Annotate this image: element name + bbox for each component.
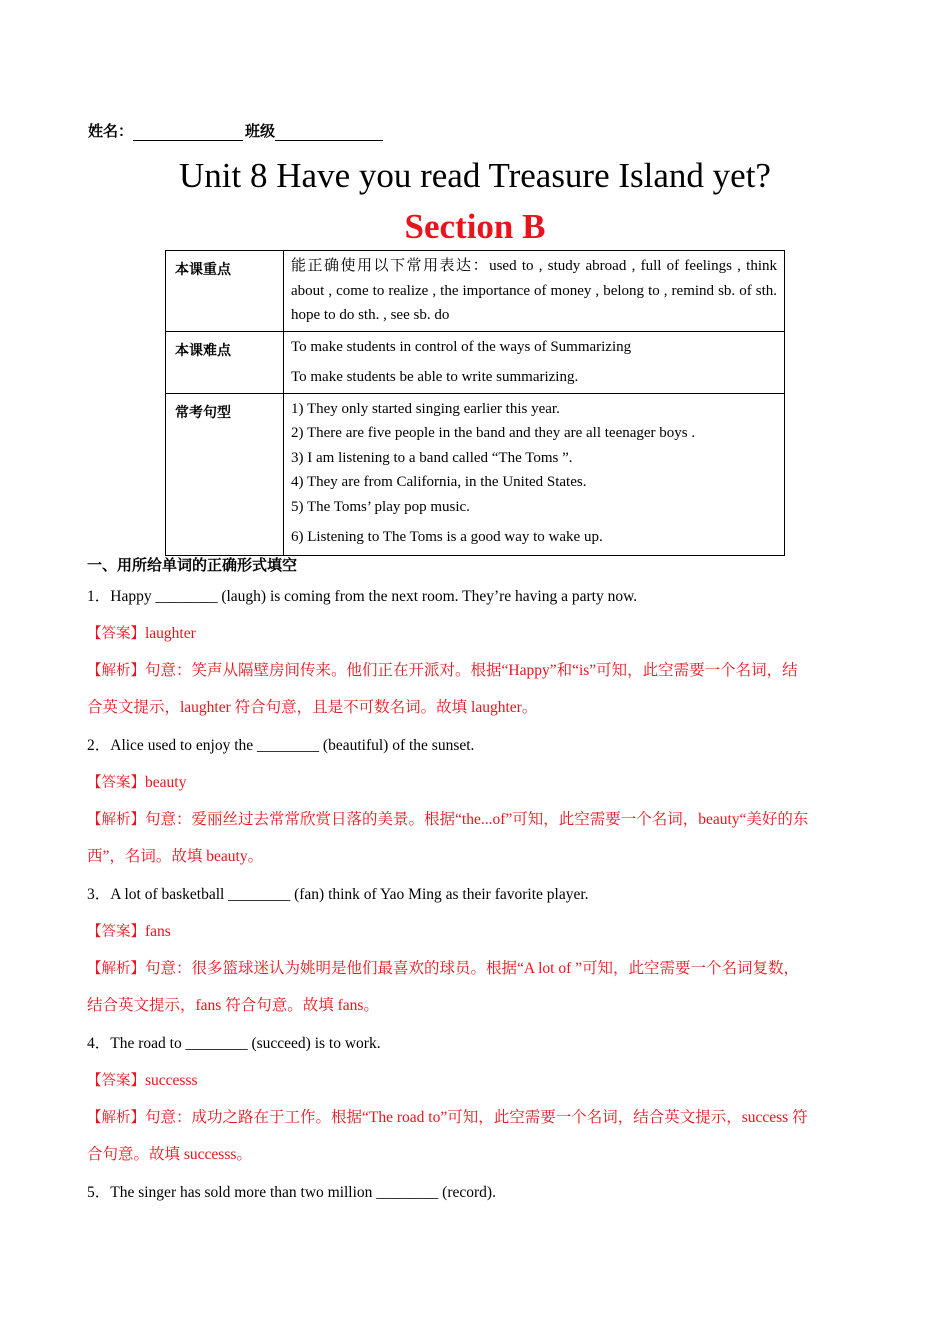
difficulty-line: To make students in control of the ways of Summarizing xyxy=(291,338,632,355)
sentence-pattern: 4) They are from California, in the United States. xyxy=(291,474,587,490)
analysis-2 xyxy=(87,801,865,839)
sentence-pattern: 1) They only started singing earlier this year. xyxy=(291,400,560,417)
analysis-text: 句意：成功之路在于工作。根据“The road to”可知，此空需要一个名词，结合英文提示，success 符 xyxy=(145,1109,808,1126)
sentence-pattern: 3) I am listening to a band called “The Toms ”. xyxy=(291,449,573,466)
question-4: 4．The road to ________ (succeed) is to work. xyxy=(87,1035,381,1052)
sentence-pattern: 2) There are five people in the band and they are all teenager boys . xyxy=(291,425,696,441)
name-label: 姓名： xyxy=(88,122,134,140)
sentence-pattern: 5) The Toms’ play pop music. xyxy=(291,498,470,515)
analysis-tag: 【解析】 xyxy=(87,1110,145,1126)
difficulty-line: To make students be able to write summarizing. xyxy=(291,369,579,385)
answer-text: successs xyxy=(145,1072,198,1089)
lesson-info-table xyxy=(165,250,785,556)
analysis-tag: 【解析】 xyxy=(87,961,145,977)
key-points-text: 能正确使用以下常用表达：used to , study abroad , full of feelings , think about , come to realize , the importance of money , belong to , remind sb. of sth. hope to do sth. , see sb. do xyxy=(291,258,777,323)
sentence-pattern: 6) Listening to The Toms is a good way to wake up. xyxy=(291,529,603,545)
class-label: 班级 xyxy=(245,122,276,140)
analysis-2-cont: 西”，名词。故填 beauty。 xyxy=(87,848,264,865)
analysis-3 xyxy=(87,950,865,988)
key-points-content xyxy=(284,251,785,332)
table-row xyxy=(166,331,785,393)
analysis-tag: 【解析】 xyxy=(87,663,145,679)
analysis-4-cont: 合句意。故填 successs。 xyxy=(87,1146,252,1163)
analysis-text: 句意：爱丽丝过去常常欣赏日落的美景。根据“the...of”可知，此空需要一个名词，beauty“美好的东 xyxy=(145,811,809,828)
answer-text: fans xyxy=(145,923,171,940)
question-5: 5．The singer has sold more than two million ________ (record). xyxy=(87,1184,496,1201)
name-class-line xyxy=(88,120,383,141)
table-row xyxy=(166,393,785,555)
question-1: 1．Happy ________ (laugh) is coming from the next room. They’re having a party now. xyxy=(87,588,638,605)
analysis-tag: 【解析】 xyxy=(87,812,145,828)
row-label-key-points: 本课重点 xyxy=(166,251,284,332)
answer-tag: 【答案】 xyxy=(87,1073,145,1089)
analysis-1 xyxy=(87,652,865,690)
answer-2 xyxy=(87,764,865,802)
difficulties-content xyxy=(284,331,785,393)
row-label-difficulties: 本课难点 xyxy=(166,331,284,393)
row-label-sentence-patterns: 常考句型 xyxy=(166,393,284,555)
page-title: Unit 8 Have you read Treasure Island yet? xyxy=(179,156,771,195)
answer-3 xyxy=(87,913,865,951)
name-blank[interactable] xyxy=(133,124,243,141)
answer-4 xyxy=(87,1062,865,1100)
exercise-section-title: 一、用所给单词的正确形式填空 xyxy=(87,556,298,574)
answer-text: laughter xyxy=(145,625,196,642)
analysis-1-cont: 合英文提示，laughter 符合句意，且是不可数名词。故填 laughter。 xyxy=(87,699,538,716)
question-3: 3．A lot of basketball ________ (fan) think of Yao Ming as their favorite player. xyxy=(87,886,589,903)
answer-tag: 【答案】 xyxy=(87,626,145,642)
table-row xyxy=(166,251,785,332)
answer-1 xyxy=(87,615,865,653)
analysis-3-cont: 结合英文提示，fans 符合句意。故填 fans。 xyxy=(87,997,379,1014)
answer-tag: 【答案】 xyxy=(87,775,145,791)
analysis-4 xyxy=(87,1099,865,1137)
section-subtitle: Section B xyxy=(404,207,546,246)
class-blank[interactable] xyxy=(275,124,383,141)
question-2: 2．Alice used to enjoy the ________ (beautiful) of the sunset. xyxy=(87,737,475,754)
answer-tag: 【答案】 xyxy=(87,924,145,940)
analysis-text: 句意：笑声从隔壁房间传来。他们正在开派对。根据“Happy”和“is”可知，此空需要一个名词，结 xyxy=(145,662,798,679)
sentence-patterns-content xyxy=(284,393,785,555)
answer-text: beauty xyxy=(145,774,187,791)
analysis-text: 句意：很多篮球迷认为姚明是他们最喜欢的球员。根据“A lot of ”可知，此空需要一个名词复数， xyxy=(145,960,799,977)
